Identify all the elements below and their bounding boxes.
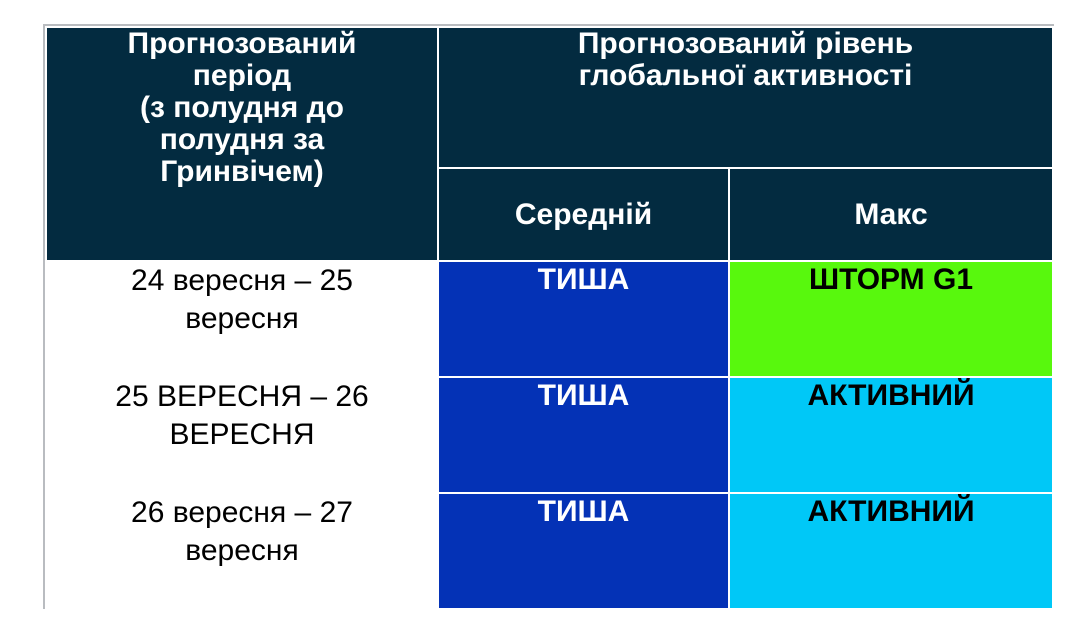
period-header-line: (з полудня до xyxy=(140,91,344,124)
geomagnetic-forecast-table xyxy=(45,26,1054,610)
table-row xyxy=(46,261,1053,377)
forecast-table-frame xyxy=(43,24,1054,609)
period-line: ВЕРЕСНЯ xyxy=(169,418,315,451)
period-line: 25 ВЕРЕСНЯ – 26 xyxy=(115,380,369,413)
period-line: вересня xyxy=(185,534,299,567)
max-column-header: Макс xyxy=(729,168,1053,261)
level-column-header xyxy=(438,27,1053,168)
table-row xyxy=(46,493,1053,609)
period-cell xyxy=(46,493,438,609)
period-header-line: період xyxy=(192,59,292,92)
max-level-cell: АКТИВНИЙ xyxy=(729,377,1053,493)
table-row xyxy=(46,377,1053,493)
average-level-cell: ТИША xyxy=(438,377,729,493)
level-header-line: Прогнозований рівень xyxy=(577,27,914,60)
max-level-cell: ШТОРМ G1 xyxy=(729,261,1053,377)
max-level-cell: АКТИВНИЙ xyxy=(729,493,1053,609)
period-header-line: Прогнозований xyxy=(127,27,357,60)
average-level-cell: ТИША xyxy=(438,261,729,377)
period-column-header xyxy=(46,27,438,261)
period-cell xyxy=(46,377,438,493)
average-column-header: Середній xyxy=(438,168,729,261)
level-header-line: глобальної активності xyxy=(578,59,913,92)
header-row xyxy=(46,27,1053,168)
period-cell xyxy=(46,261,438,377)
period-line: вересня xyxy=(185,302,299,335)
period-line: 24 вересня – 25 xyxy=(131,264,353,297)
period-header-line: Гринвічем) xyxy=(160,155,324,188)
average-level-cell: ТИША xyxy=(438,493,729,609)
period-line: 26 вересня – 27 xyxy=(131,496,353,529)
period-header-line: полудня за xyxy=(159,123,325,156)
